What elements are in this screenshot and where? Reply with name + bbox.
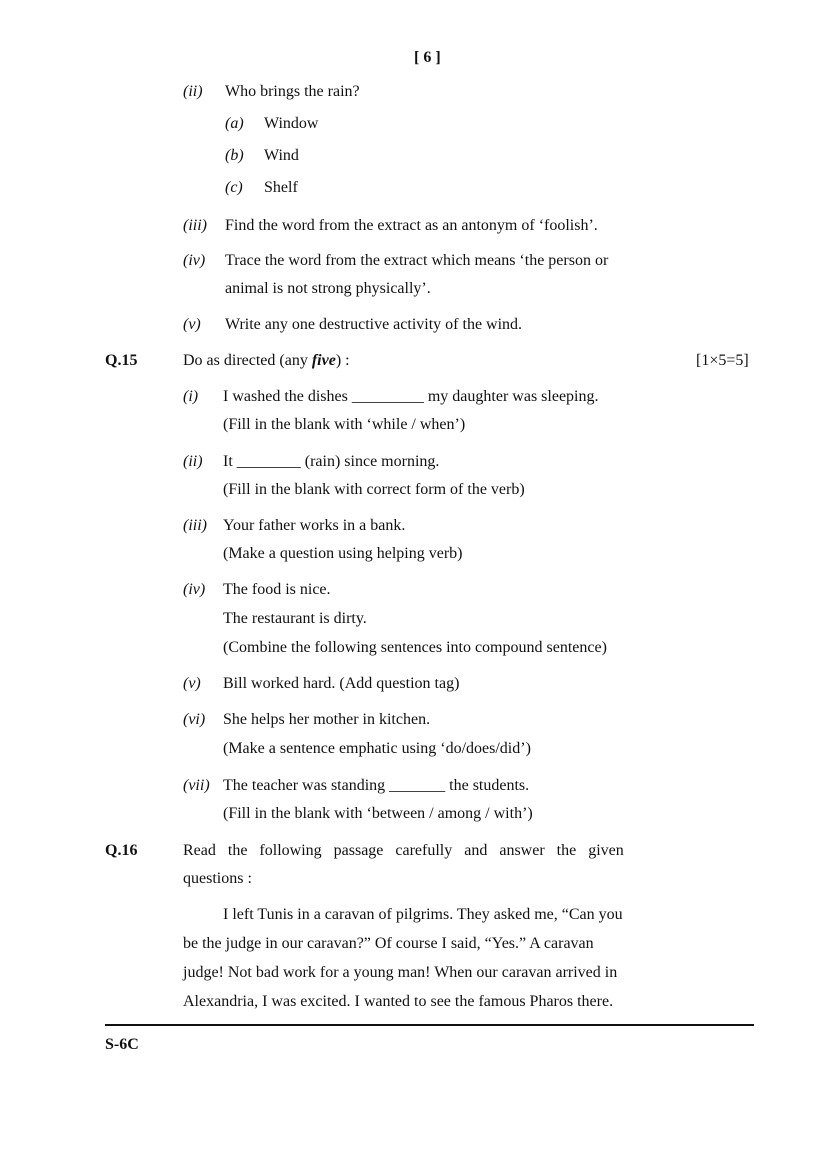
q14-v-label: (v) [183,316,201,333]
q14-ii-option-a-label: (a) [225,115,244,132]
q15-vii-label: (vii) [183,777,210,794]
q15-iii-label: (iii) [183,517,207,534]
q14-ii-option-b-text: Wind [264,147,299,164]
q14-ii-label: (ii) [183,83,203,100]
q15-vii-line2: (Fill in the blank with ‘between / among / with’) [223,805,533,822]
q16-number: Q.16 [105,842,138,859]
q14-ii-option-c-text: Shelf [264,179,298,196]
q16-passage-line4: Alexandria, I was excited. I wanted to see the famous Pharos there. [183,993,614,1010]
q14-iv-line1: Trace the word from the extract which means ‘the person or [225,252,609,269]
q15-vi-line2: (Make a sentence emphatic using ‘do/does/did’) [223,740,531,757]
q15-iv-line1: The food is nice. [223,581,331,598]
q15-iii-line1: Your father works in a bank. [223,517,406,534]
q15-vii-line1: The teacher was standing _______ the students. [223,777,530,794]
q15-i-label: (i) [183,388,199,405]
q15-v-label: (v) [183,675,201,692]
q14-ii-text: Who brings the rain? [225,83,360,100]
q15-iv-line3: (Combine the following sentences into compound sentence) [223,639,607,656]
q15-marks: [1×5=5] [696,352,749,369]
q15-ii-label: (ii) [183,453,203,470]
q14-iv-line2: animal is not strong physically’. [225,280,431,297]
page-number: [ 6 ] [414,49,441,66]
footer-rule [105,1024,754,1026]
q16-prompt-line2: questions : [183,870,252,887]
q15-prompt-c: ) : [335,352,350,369]
q14-ii-option-b-label: (b) [225,147,244,164]
q15-iv-label: (iv) [183,581,206,598]
q15-iii-line2: (Make a question using helping verb) [223,545,463,562]
q16-passage-line3: judge! Not bad work for a young man! When our caravan arrived in [183,964,618,981]
q14-ii-option-a-text: Window [264,115,319,132]
q16-passage-line2: be the judge in our caravan?” Of course I said, “Yes.” A caravan [183,935,594,952]
q14-v-text: Write any one destructive activity of the wind. [225,316,523,333]
q16-passage-line1: I left Tunis in a caravan of pilgrims. They asked me, “Can you [223,906,623,923]
footer-code: S-6C [105,1036,139,1053]
q15-vi-label: (vi) [183,711,206,728]
q15-iv-line2: The restaurant is dirty. [223,610,367,627]
q14-iii-label: (iii) [183,217,207,234]
q14-ii-option-c-label: (c) [225,179,243,196]
q14-iv-label: (iv) [183,252,206,269]
q15-i-line2: (Fill in the blank with ‘while / when’) [223,416,466,433]
q15-v-line1: Bill worked hard. (Add question tag) [223,675,460,692]
q15-ii-line1: It ________ (rain) since morning. [223,453,440,470]
q15-ii-line2: (Fill in the blank with correct form of the verb) [223,481,525,498]
q15-number: Q.15 [105,352,138,369]
q15-i-line1: I washed the dishes _________ my daughter was sleeping. [223,388,599,405]
q15-prompt-a: Do as directed (any [183,352,312,369]
q15-prompt-b: five [311,352,336,369]
q15-prompt [183,353,350,369]
q16-prompt-line1: Read the following passage carefully and answer the given [183,842,624,859]
q15-vi-line1: She helps her mother in kitchen. [223,711,431,728]
q14-iii-text: Find the word from the extract as an antonym of ‘foolish’. [225,217,598,234]
